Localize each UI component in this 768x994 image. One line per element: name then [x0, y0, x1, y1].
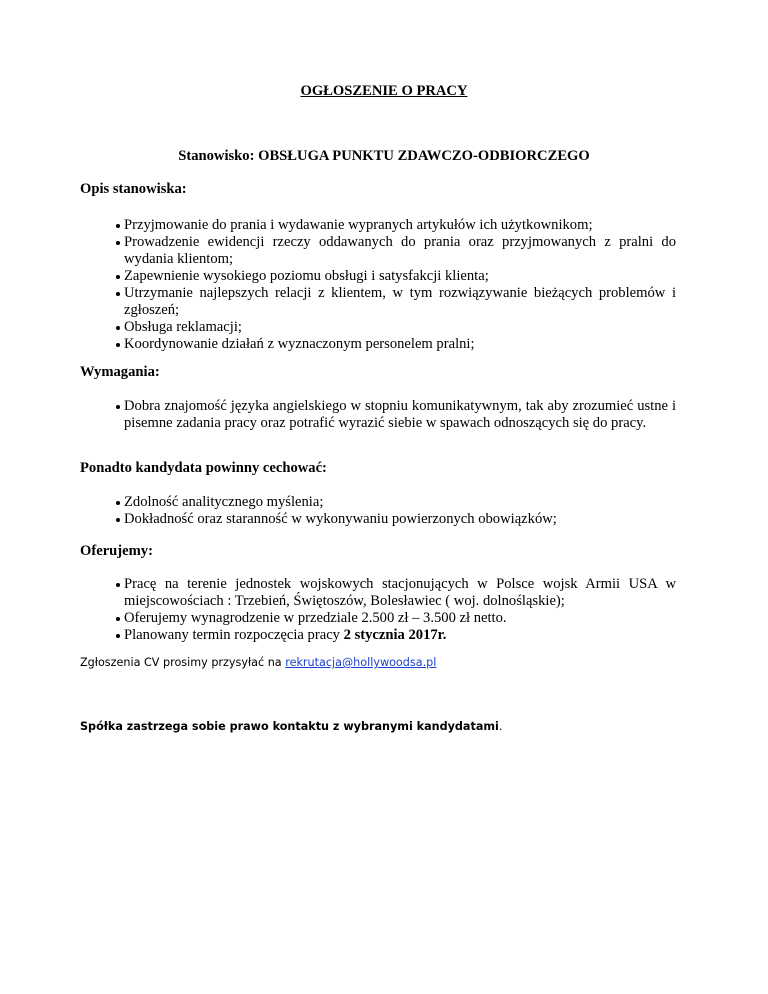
bullet-icon: [116, 326, 120, 330]
list-item-text: Oferujemy wynagrodzenie w przedziale 2.500 zł – 3.500 zł netto.: [124, 610, 507, 626]
list-item: [80, 234, 676, 268]
list-item: [80, 285, 676, 319]
bullet-icon: [116, 405, 120, 409]
list-item: [80, 398, 676, 432]
disclaimer: [80, 720, 502, 734]
list-item-text: Utrzymanie najlepszych relacji z klientem, w tym rozwiązywanie bieżących problemów i zgłoszeń;: [124, 285, 676, 318]
bullet-icon: [116, 617, 120, 621]
list-item: [80, 217, 676, 234]
description-heading: Opis stanowiska:: [80, 181, 187, 197]
disclaimer-period: .: [498, 720, 503, 733]
list-item-text: Przyjmowanie do prania i wydawanie wypranych artykułów ich użytkownikom;: [124, 217, 593, 233]
list-item-text: Dobra znajomość języka angielskiego w stopniu komunikatywnym, tak aby zrozumieć ustne i pisemne zadania pracy oraz potrafić wyrazić siebie w spawach odnoszących się do pracy.: [124, 398, 676, 431]
bullet-icon: [116, 224, 120, 228]
bullet-icon: [116, 518, 120, 522]
list-item-text: Dokładność oraz staranność w wykonywaniu powierzonych obowiązków;: [124, 511, 557, 527]
disclaimer-text: Spółka zastrzega sobie prawo kontaktu z wybranymi kandydatami: [80, 720, 499, 733]
bullet-icon: [116, 583, 120, 587]
list-item: [80, 268, 676, 285]
offer-heading: Oferujemy:: [80, 543, 153, 559]
cv-note-text: Zgłoszenia CV prosimy przysyłać na: [80, 656, 286, 669]
list-item-text: Obsługa reklamacji;: [124, 319, 242, 335]
start-date: 2 stycznia 2017r.: [343, 627, 447, 643]
list-item-text: Prowadzenie ewidencji rzeczy oddawanych do prania oraz przyjmowanych z pralni do wydania klientom;: [124, 234, 676, 267]
bullet-icon: [116, 241, 120, 245]
bullet-icon: [116, 343, 120, 347]
cv-submission-note: [80, 656, 436, 670]
list-item: [80, 511, 676, 528]
bullet-icon: [116, 275, 120, 279]
list-item-text: Pracę na terenie jednostek wojskowych stacjonujących w Polsce wojsk Armii USA w miejscowościach : Trzebień, Świętoszów, Bolesławiec ( woj. dolnośląskie);: [124, 576, 676, 609]
traits-heading: Ponadto kandydata powinny cechować:: [80, 460, 327, 476]
requirements-heading: Wymagania:: [80, 364, 160, 380]
list-item: [80, 319, 676, 336]
list-item: [80, 336, 676, 353]
traits-list: [80, 494, 676, 528]
cv-email-link[interactable]: rekrutacja@hollywoodsa.pl: [285, 656, 437, 669]
position-line: Stanowisko: OBSŁUGA PUNKTU ZDAWCZO-ODBIORCZEGO: [178, 148, 590, 164]
list-item-text: Zapewnienie wysokiego poziomu obsługi i satysfakcji klienta;: [124, 268, 489, 284]
list-item: [80, 610, 676, 627]
list-item: [80, 576, 676, 610]
requirements-list: [80, 398, 676, 432]
list-item-text: Koordynowanie działań z wyznaczonym personelem pralni;: [124, 336, 475, 352]
start-date-prefix: Planowany termin rozpoczęcia pracy: [124, 627, 344, 643]
bullet-icon: [116, 501, 120, 505]
offer-list: [80, 576, 676, 644]
bullet-icon: [116, 634, 120, 638]
bullet-icon: [116, 292, 120, 296]
list-item-text: Zdolność analitycznego myślenia;: [124, 494, 324, 510]
description-list: [80, 217, 676, 353]
document-title: OGŁOSZENIE O PRACY: [300, 83, 468, 99]
list-item: [80, 627, 676, 644]
list-item: [80, 494, 676, 511]
